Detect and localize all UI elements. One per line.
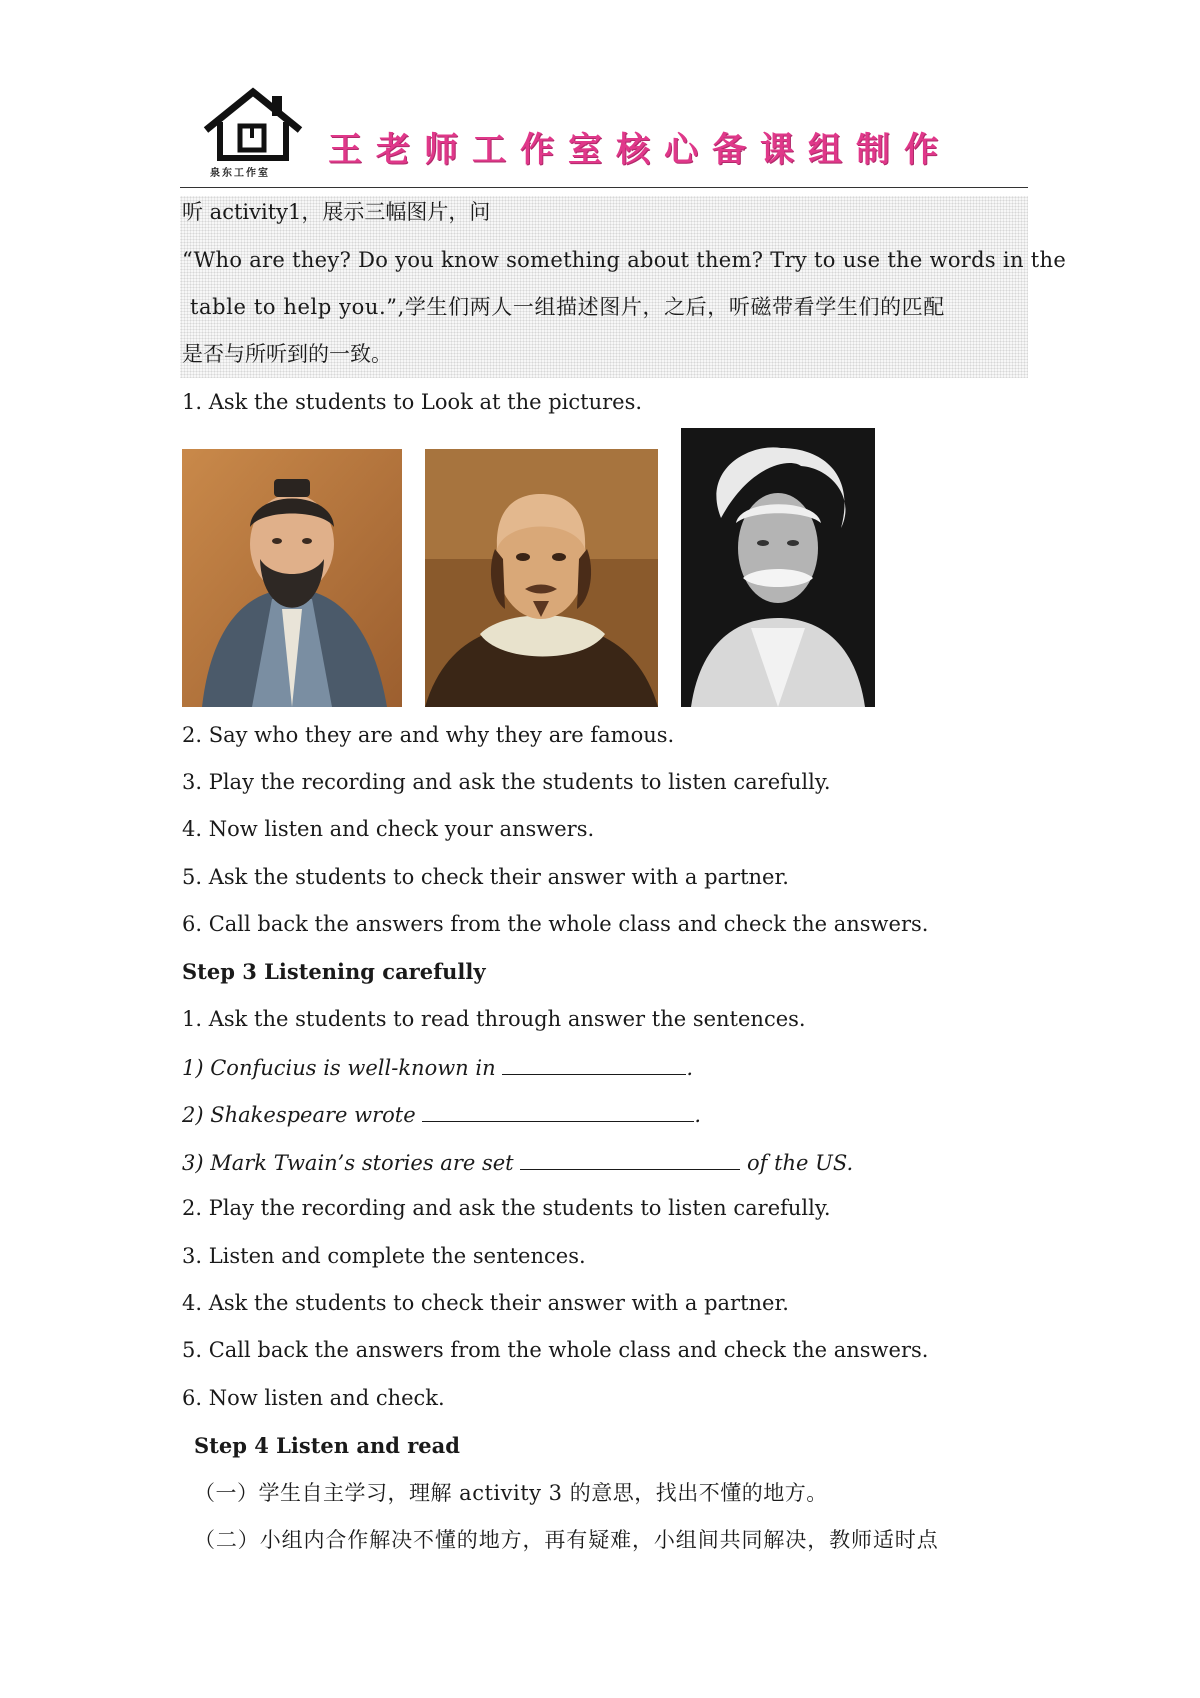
question-3 xyxy=(182,1151,853,1174)
house-logo-icon xyxy=(198,86,308,166)
logo-title: 王老师工作室核心备课组制作 xyxy=(328,130,952,170)
shakespeare-portrait-image xyxy=(425,449,658,707)
step-a-5: 5. Ask the students to check their answer with a partner. xyxy=(182,865,789,889)
step3-item-3: 3. Listen and complete the sentences. xyxy=(182,1244,586,1268)
step4-heading: Step 4 Listen and read xyxy=(194,1433,460,1458)
mark-twain-portrait-image xyxy=(681,428,875,707)
intro-line-3: table to help you.”,学生们两人一组描述图片，之后，听磁带看学生们的匹配 xyxy=(190,295,945,319)
step-a-3: 3. Play the recording and ask the students to listen carefully. xyxy=(182,770,831,794)
step3-item-5: 5. Call back the answers from the whole class and check the answers. xyxy=(182,1338,929,1362)
question-1-end: . xyxy=(686,1056,693,1080)
intro-line-4: 是否与所听到的一致。 xyxy=(182,342,392,366)
step4-paragraph-1: （一）学生自主学习，理解 activity 3 的意思，找出不懂的地方。 xyxy=(194,1481,828,1505)
answer-blank-1 xyxy=(502,1056,686,1075)
question-2-text: 2) Shakespeare wrote xyxy=(182,1103,423,1127)
answer-blank-3 xyxy=(520,1151,740,1170)
question-2 xyxy=(182,1103,701,1126)
confucius-portrait-image xyxy=(182,449,402,707)
step-a-4: 4. Now listen and check your answers. xyxy=(182,817,595,841)
question-3-end: of the US. xyxy=(740,1151,854,1175)
intro-line-1: 听 activity1，展示三幅图片，问 xyxy=(182,200,491,224)
step4-paragraph-2: （二）小组内合作解决不懂的地方，再有疑难，小组间共同解决，教师适时点 xyxy=(194,1528,939,1552)
step-a-6: 6. Call back the answers from the whole class and check the answers. xyxy=(182,912,929,936)
step3-item-6: 6. Now listen and check. xyxy=(182,1386,445,1410)
step3-item-4: 4. Ask the students to check their answer with a partner. xyxy=(182,1291,789,1315)
question-1 xyxy=(182,1056,693,1079)
intro-line-2: “Who are they? Do you know something about them? Try to use the words in the xyxy=(182,248,1067,272)
step3-item-1: 1. Ask the students to read through answer the sentences. xyxy=(182,1007,806,1031)
question-1-text: 1) Confucius is well-known in xyxy=(182,1056,503,1080)
question-3-text: 3) Mark Twain’s stories are set xyxy=(182,1151,521,1175)
step3-heading: Step 3 Listening carefully xyxy=(182,959,486,984)
header-divider xyxy=(180,187,1028,188)
step3-item-2: 2. Play the recording and ask the students to listen carefully. xyxy=(182,1196,831,1220)
logo-subtitle: 泉东工作室 xyxy=(210,168,270,179)
answer-blank-2 xyxy=(422,1103,694,1122)
step-a-2: 2. Say who they are and why they are famous. xyxy=(182,723,675,747)
question-2-end: . xyxy=(694,1103,702,1127)
step-a-1: 1. Ask the students to Look at the pictures. xyxy=(182,390,643,414)
